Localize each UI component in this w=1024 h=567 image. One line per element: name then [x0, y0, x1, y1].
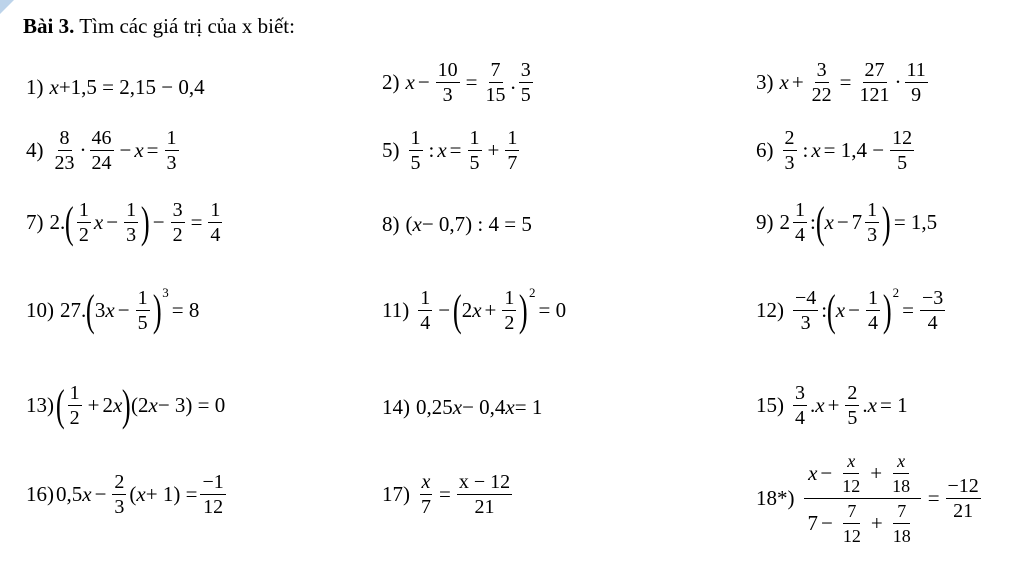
problem-10 — [26, 285, 202, 335]
operator: − — [417, 70, 430, 94]
expression-text: − 0,4 — [462, 395, 506, 419]
expression-text: − 3) = 0 — [157, 393, 226, 417]
fraction: $\frac{2}{5}$ — [847, 382, 858, 429]
variable: x — [811, 138, 821, 162]
exponent: 3 — [162, 285, 169, 300]
bracket: ( — [86, 285, 95, 335]
problem-label: 2) — [382, 70, 400, 94]
fraction: $\frac{12}{5}$ — [892, 127, 913, 174]
variable: x — [867, 393, 877, 417]
problem-label: 4) — [26, 138, 44, 162]
coefficient: 27. — [60, 298, 87, 322]
operator: : — [821, 298, 828, 322]
variable: x — [82, 482, 92, 506]
fraction: $\frac{11}{9}$ — [906, 59, 926, 106]
problem-label: 10) — [26, 298, 54, 322]
problem-6 — [756, 128, 917, 173]
expression-text: = 1 — [514, 395, 543, 419]
problem-label: 12) — [756, 298, 784, 322]
problem-label: 5) — [382, 138, 400, 162]
exponent: 2 — [892, 285, 900, 300]
fraction: $\frac{3}{5}$ — [520, 59, 531, 106]
compound-numerator: x − $\frac{x}{12}$ + $\frac{x}{18}$ — [804, 452, 921, 499]
variable: x — [113, 393, 123, 417]
fraction: $\frac{1}{4}$ — [420, 287, 431, 334]
bracket: ) — [882, 197, 891, 247]
operator: : — [810, 210, 816, 234]
operator: . — [862, 393, 868, 417]
problem-17 — [382, 472, 515, 517]
expression-text: = 1 — [880, 393, 908, 417]
bracket: ( — [55, 380, 65, 430]
expression-text: (2 — [130, 393, 149, 417]
fraction: $\frac{46}{24}$ — [91, 127, 112, 174]
operator: . — [510, 70, 516, 94]
bracket: ( — [405, 212, 413, 236]
operator: = — [839, 70, 852, 94]
operator: . — [810, 393, 816, 417]
exercise-title — [23, 14, 295, 39]
expression-text: = 0 — [538, 298, 567, 322]
operator: − — [848, 298, 860, 322]
operator: − — [117, 298, 130, 322]
bracket: ) — [152, 285, 162, 335]
fraction: $\frac{1}{3}$ — [126, 199, 137, 246]
operator: = — [190, 210, 203, 234]
variable: x — [148, 393, 158, 417]
operator: − — [94, 482, 107, 506]
operator: − — [152, 210, 165, 234]
coefficient: 2 — [102, 393, 113, 417]
coefficient: 0,5 — [56, 482, 83, 506]
operator: − — [119, 138, 132, 162]
problem-label: 3) — [756, 70, 774, 94]
fraction: $\frac{-12}{21}$ — [947, 475, 979, 522]
problem-11 — [382, 285, 569, 335]
exponent: 2 — [529, 285, 536, 300]
fraction: $\frac{27}{121}$ — [859, 59, 890, 106]
bracket: ( — [129, 482, 137, 506]
operator: : — [802, 138, 809, 162]
fraction: $\frac{1}{2}$ — [504, 287, 515, 334]
variable: x — [824, 210, 834, 234]
expression-text: − 0,7) : 4 = 5 — [421, 212, 532, 236]
compound-fraction — [804, 452, 922, 545]
variable: x — [136, 482, 146, 506]
problem-label: 15) — [756, 393, 784, 417]
bracket: ( — [452, 285, 462, 335]
fraction: $\frac{1}{4}$ — [795, 199, 805, 246]
problem-label: 17) — [382, 482, 410, 506]
problem-label: 9) — [756, 210, 774, 234]
exercise-instruction: Tìm các giá trị của x biết: — [74, 14, 295, 38]
compound-denominator: 7 − $\frac{7}{12}$ + $\frac{7}{18}$ — [804, 499, 922, 545]
fraction: $\frac{3}{2}$ — [172, 199, 183, 246]
expression-text: = 8 — [171, 298, 200, 322]
fraction: $\frac{8}{23}$ — [54, 127, 75, 174]
problem-7 — [26, 197, 225, 247]
fraction: $\frac{x - 12}{21}$ — [458, 471, 511, 518]
whole-number: 2 — [779, 210, 790, 234]
problem-15 — [756, 383, 911, 428]
fraction: $\frac{2}{3}$ — [784, 127, 795, 174]
variable: x — [835, 298, 846, 322]
bracket: ) — [519, 285, 529, 335]
variable: x — [437, 138, 447, 162]
variable: x — [452, 395, 463, 419]
operator: − — [438, 298, 451, 322]
fraction: $\frac{7}{12}$ — [842, 501, 861, 546]
problem-12 — [756, 285, 948, 335]
variable: x — [779, 70, 789, 94]
fraction: $\frac{3}{4}$ — [795, 382, 805, 429]
fraction: $\frac{3}{22}$ — [811, 59, 832, 106]
coefficient: 0,25 — [416, 395, 453, 419]
variable: x — [93, 210, 104, 234]
variable: x — [815, 393, 825, 417]
operator: + — [827, 393, 840, 417]
bracket: ) — [141, 197, 150, 247]
expression-text: +1,5 = 2,15 − 0,4 — [58, 75, 205, 99]
problem-label: 1) — [26, 75, 44, 99]
expression-text: = 1,5 — [893, 210, 938, 234]
operator: − — [106, 210, 119, 234]
fraction: $\frac{1}{7}$ — [507, 127, 518, 174]
bracket: ( — [65, 197, 74, 247]
fraction: $\frac{7}{18}$ — [892, 501, 911, 546]
bracket: ( — [827, 285, 836, 335]
problem-13 — [26, 380, 226, 430]
operator: = — [927, 486, 940, 510]
operator: = — [449, 138, 462, 162]
operator: = — [146, 138, 159, 162]
fraction: $\frac{x}{7}$ — [421, 471, 431, 518]
variable: x — [105, 298, 115, 322]
problem-3 — [756, 60, 931, 105]
fraction: $\frac{7}{15}$ — [485, 59, 506, 106]
operator: = — [439, 482, 451, 506]
fraction: $\frac{1}{5}$ — [410, 127, 421, 174]
operator: + — [487, 138, 500, 162]
problem-9 — [756, 197, 940, 247]
problem-4 — [26, 128, 182, 173]
fraction: $\frac{-4}{3}$ — [795, 287, 817, 334]
fraction: $\frac{x}{12}$ — [842, 451, 861, 496]
corner-decoration — [0, 0, 14, 14]
variable: x — [472, 298, 482, 322]
fraction: $\frac{10}{3}$ — [437, 59, 458, 106]
fraction: $\frac{1}{2}$ — [78, 199, 89, 246]
problem-1 — [26, 77, 205, 98]
variable: x — [49, 75, 59, 99]
operator: − — [836, 210, 849, 234]
bracket: ) — [122, 380, 132, 430]
expression-text: + 1) = — [145, 482, 198, 506]
operator: + — [791, 70, 804, 94]
fraction: $\frac{1}{2}$ — [69, 382, 80, 429]
operator: + — [484, 298, 497, 322]
exercise-number: Bài 3. — [23, 14, 75, 38]
operator: = — [465, 70, 478, 94]
fraction: $\frac{1}{4}$ — [210, 199, 221, 246]
fraction: $\frac{2}{3}$ — [114, 471, 125, 518]
problem-label: 16) — [26, 482, 54, 506]
fraction: $\frac{-3}{4}$ — [921, 287, 944, 334]
whole-number: 7 — [851, 210, 863, 234]
fraction: $\frac{1}{3}$ — [166, 127, 177, 174]
problem-label: 18*) — [756, 486, 795, 510]
bracket: ) — [882, 285, 892, 335]
fraction: $\frac{1}{5}$ — [469, 127, 480, 174]
fraction: $\frac{1}{5}$ — [137, 287, 148, 334]
problem-label: 8) — [382, 212, 400, 236]
variable: x — [134, 138, 144, 162]
problem-label: 14) — [382, 395, 410, 419]
problem-16 — [26, 472, 229, 517]
problem-label: 7) — [26, 210, 44, 234]
operator: + — [87, 393, 100, 417]
operator: = — [902, 298, 914, 322]
operator: · — [894, 70, 902, 94]
variable: x — [405, 70, 415, 94]
variable: x — [505, 395, 515, 419]
problem-18 — [756, 452, 984, 545]
fraction: $\frac{-1}{12}$ — [202, 471, 224, 518]
variable: x — [412, 212, 422, 236]
bracket: ( — [815, 197, 825, 247]
operator: : — [428, 138, 435, 162]
problem-5 — [382, 128, 522, 173]
fraction: $\frac{1}{4}$ — [867, 287, 878, 334]
problem-label: 6) — [756, 138, 774, 162]
problem-8 — [382, 214, 532, 235]
expression-text: = 1,4 − — [823, 138, 885, 162]
fraction: $\frac{x}{18}$ — [892, 451, 911, 496]
problem-2 — [382, 60, 536, 105]
coefficient: 2 — [461, 298, 473, 322]
coefficient: 3 — [94, 298, 106, 322]
problem-label: 11) — [382, 298, 410, 322]
coefficient: 2. — [49, 210, 66, 234]
problem-label: 13) — [26, 393, 54, 417]
operator: · — [79, 138, 87, 162]
fraction: $\frac{1}{3}$ — [867, 199, 878, 246]
problem-14 — [382, 397, 542, 418]
